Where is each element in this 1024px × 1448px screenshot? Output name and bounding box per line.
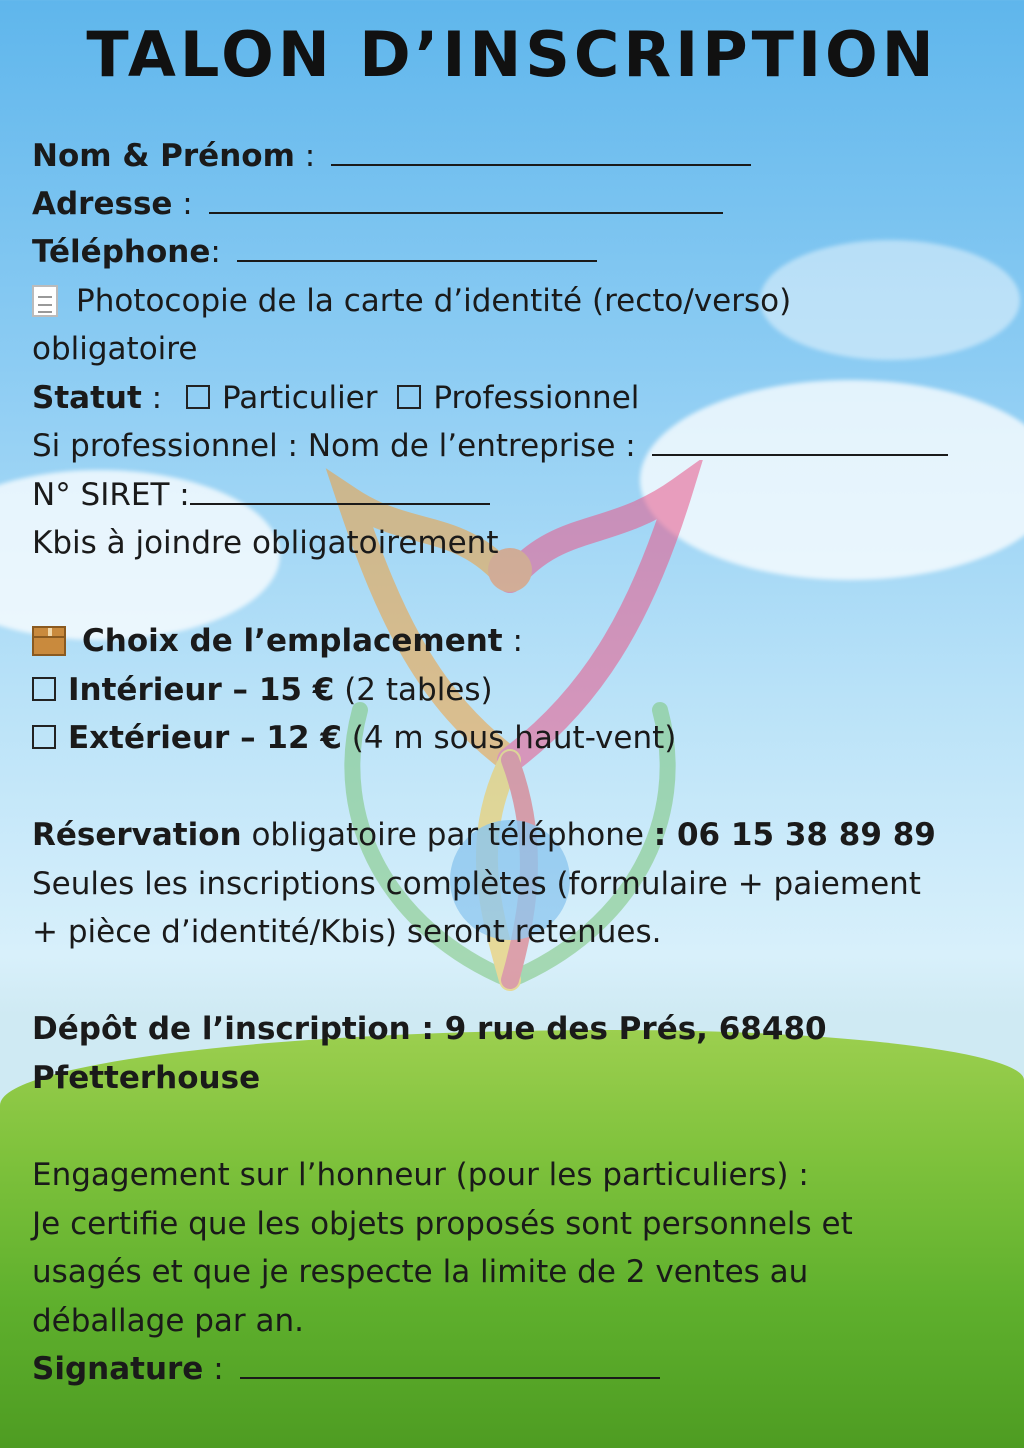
engagement-text-1: Je certifie que les objets proposés sont personnels et <box>32 1206 853 1242</box>
id-copy-required: obligatoire <box>32 331 198 367</box>
signature-separator: : <box>203 1351 224 1387</box>
exterieur-detail: (4 m sous haut-vent) <box>341 720 677 756</box>
location-heading: Choix de l’emplacement <box>82 623 503 659</box>
phone-blank-line[interactable] <box>237 232 597 262</box>
company-field-row <box>32 426 948 466</box>
reservation-text: obligatoire par téléphone <box>241 817 654 853</box>
kbis-line <box>32 523 498 563</box>
signature-row <box>32 1349 660 1389</box>
address-separator: : <box>172 186 193 222</box>
siret-field-row <box>32 475 490 515</box>
deposit-address-line-2 <box>32 1058 260 1098</box>
deposit-address-text-1: Dépôt de l’inscription : 9 rue des Prés, 68480 <box>32 1011 827 1047</box>
option-exterieur-row <box>32 718 676 758</box>
option-interieur-row <box>32 670 493 710</box>
deposit-address-text-2: Pfetterhouse <box>32 1060 261 1096</box>
phone-label: Téléphone <box>32 234 211 270</box>
deposit-address-line-1 <box>32 1009 827 1049</box>
company-label: Si professionnel : Nom de l’entreprise : <box>32 428 636 464</box>
checkbox-particulier[interactable] <box>186 385 210 409</box>
signature-blank-line[interactable] <box>240 1349 660 1379</box>
signature-label: Signature <box>32 1351 204 1387</box>
reservation-note-1 <box>32 864 921 904</box>
reservation-row <box>32 815 936 855</box>
siret-label: N° SIRET : <box>32 477 190 513</box>
status-label: Statut <box>32 380 142 416</box>
checkbox-interieur[interactable] <box>32 677 56 701</box>
package-icon <box>32 626 66 656</box>
status-row <box>32 378 639 418</box>
address-label: Adresse <box>32 186 173 222</box>
checkbox-professionnel[interactable] <box>397 385 421 409</box>
company-blank-line[interactable] <box>652 426 948 456</box>
address-field-row <box>32 184 723 224</box>
engagement-line-2 <box>32 1204 853 1244</box>
name-separator: : <box>294 138 316 174</box>
page-title: TALON D’INSCRIPTION <box>86 18 938 91</box>
status-separator: : <box>141 380 163 416</box>
exterieur-price: Extérieur – 12 € <box>68 720 342 756</box>
interieur-detail: (2 tables) <box>334 672 493 708</box>
cloud <box>760 240 1020 360</box>
interieur-price: Intérieur – 15 € <box>68 672 335 708</box>
reservation-phone: : 06 15 38 89 89 <box>653 817 936 853</box>
engagement-text-3: déballage par an. <box>32 1303 305 1339</box>
phone-field-row <box>32 232 597 272</box>
engagement-text-2: usagés et que je respecte la limite de 2 ventes au <box>32 1254 809 1290</box>
option-particulier-label: Particulier <box>221 380 378 416</box>
id-copy-line-2 <box>32 329 197 369</box>
reservation-note-text-2: + pièce d’identité/Kbis) seront retenues. <box>32 914 662 950</box>
name-field-row <box>32 136 751 176</box>
location-heading-row <box>32 621 523 661</box>
checkbox-exterieur[interactable] <box>32 725 56 749</box>
id-copy-text: Photocopie de la carte d’identité (recto/verso) <box>76 283 792 319</box>
address-blank-line[interactable] <box>209 184 723 214</box>
engagement-line-1 <box>32 1155 809 1195</box>
engagement-line-3 <box>32 1252 808 1292</box>
engagement-line-4 <box>32 1301 304 1341</box>
name-label: Nom & Prénom <box>32 138 295 174</box>
name-blank-line[interactable] <box>331 136 751 166</box>
option-professionnel-label: Professionnel <box>433 380 640 416</box>
reservation-label: Réservation <box>32 817 242 853</box>
kbis-text: Kbis à joindre obligatoirement <box>32 525 499 561</box>
engagement-heading: Engagement sur l’honneur (pour les particuliers) : <box>32 1157 809 1193</box>
document-icon <box>32 285 58 317</box>
siret-blank-line[interactable] <box>190 475 490 505</box>
location-heading-separator: : <box>502 623 523 659</box>
reservation-note-2 <box>32 912 662 952</box>
phone-separator: : <box>210 234 221 270</box>
reservation-note-text-1: Seules les inscriptions complètes (formulaire + paiement <box>32 866 921 902</box>
id-copy-line <box>32 281 791 321</box>
